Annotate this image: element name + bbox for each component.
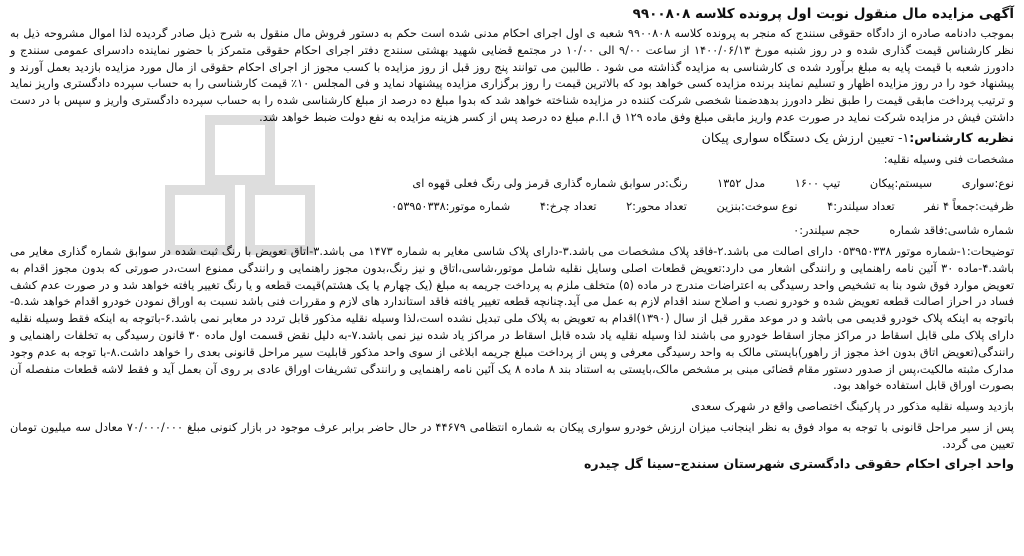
signature: واحد اجرای احکام حقوقی دادگستری شهرستان سنندج–سینا گل چیدره: [583, 455, 1014, 471]
visit-line: بازدید وسیله نقلیه مذکور در پارکینگ اختصاصی واقع در شهرک سعدی: [691, 400, 1014, 414]
intro-paragraph: بموجب دادنامه صادره از دادگاه حقوقی سنندج که منجر به پرونده کلاسه ۹۹۰۰۸۰۸ شعبه ی اول اجرای احکام مدنی شده است حکم به دستور فروش مال منقول به شرح ذیل صادر گردیده لذا اموال مشروحه ذیل به نظر کارشناس قیمت گذاری شده و در روز شنبه مورخ ۱۴۰۰/۰۶/۱۳ از ساعت ۹/۰۰ الی ۱۰/۰۰ در مجتمع قضایی شهید بهشتی سنندج دفتر اجرای احکام حقوقی متمرکز با حضور نماینده دادسرای عمومی سنندج و دادورز شعبه با قیمت پایه به مبلغ برآورد شده ی کارشناسی به مزایده گذاشته می شود . طالبین می توانند پنج روز قبل از روز مزایده با کسب مجوز از اجرای احکام حقوقی از مال مورد مزایده بازدید بعمل آورند و پیشنهاد خود را در روز مزایده اظهار و تسلیم نمایند برنده مزایده کسی خواهد بود که بالاترین قیمت را روز برگزاری مزایده پیشنهاد نماید و فی المجلس ۱۰٪ قیمت کارشناسی را به حساب سپرده دادگستری واریز نماید و ترتیب پرداخت مابقی قیمت را طبق نظر دادورز بدهدضمنا شخصی شرکت کننده در مزایده شناخته خواهد شد که بدوا مبلغ ده درصد از مبلغ کارشناسی شده را به حساب سپرده دادگستری واریز و سپس با در دست داشتن فیش در مزایده شرکت نماید در صورت عدم واریز مابقی مبلغ وفق ماده ۱۲۹ ق ا.ا.م مبلغ ده درصد پس از کسر هزینه مزایده به نفع دولت ضبط خواهد شد.: [10, 27, 1015, 124]
spec-color: رنگ:در سوابق شماره گذاری قرمز ولی رنگ فعلی قهوه ای: [412, 176, 688, 190]
spec-engine-number: شماره موتور:۰۵۳۹۵۰۳۳۸: [391, 200, 511, 214]
spec-wheels: تعداد چرخ:۴: [539, 200, 597, 214]
spec-row-3: [10, 223, 1014, 240]
spec-cylinder-volume: حجم سیلندر:۰: [793, 224, 860, 238]
spec-axles: تعداد محور:۲: [626, 200, 687, 214]
expert-opinion-heading: [10, 128, 1014, 148]
spec-cylinders: تعداد سیلندر:۴: [827, 200, 895, 214]
spec-type: نوع:سواری: [961, 176, 1014, 190]
expert-heading-label: نظریه کارشناس:: [909, 129, 1014, 145]
notes-paragraph: توضیحات:۱-شماره موتور ۰۵۳۹۵۰۳۳۸ دارای اصالت می باشد.۲-فاقد پلاک مشخصات می باشد.۳-دارای پلاک شاسی مغایر به شماره ۱۴۷۳ می باشد.۳-اتاق تعویض با رنگ ثبت شده در سوابق شماره گذاری مغایر می باشد.۴-ماده ۳۰ آئین نامه راهنمایی و رانندگی اشعار می دارد:تعویض قطعات اصلی وسایل نقلیه شامل موتور،شاسی،اتاق و نیز رنگ،بدون مجوز راهنمایی و رانندگی ممنوع است،در صورتی که بدون مجوز اقدام به تعویض موارد فوق شود بنا به تشخیص واحد رسیدگی به اعتراضات مندرج در ماده (۵) متخلف ملزم به پرداخت جریمه به مبلغ (یک چهارم یا یک هشتم)قیمت قطعه و یا رنگ تغییر یافته خواهد شد و در صورت عدم کشف فساد در احراز اصالت قطعه تعویض شده و خودرو نصب و اصلاح سند اقدام لازم به عمل می آید.چنانچه قطعه تغییر یافته فاقد استاندارد های لازم و مقررات فنی باشد نسبت به اوراق نمودن خودرو اقدام خواهد شد.۵-باتوجه به اینکه پلاک خودرو قدیمی می باشد و در موعد مقرر قبل از سال (۱۳۹۰)اقدام به تعویض به پلاک ملی تبدیل نشده است،لذا وسیله نقلیه مذکور قابل تردد در معابر نمی باشد.۶-باتوجه به اینکه فقط وسیله نقلیه دارای پلاک ملی قابل اسقاط در مراکز مجاز اسقاط خودرو می باشند لذا وسیله نقلیه یاد شده قابل اسقاط در مراکز یاد شده نیز نمی باشد.۷-به دلیل نقض قسمت اول ماده ۳۰ قانون رسیدگی به تخلفات راهنمایی و رانندگی(تعویض اتاق بدون اخذ مجوز از راهور)بایستی مالک به واحد رسیدگی معرفی و پس از پرداخت مبلغ جریمه ابلاغی از سوی واحد مذکور قابلیت سیر مراحل قانونی بعدی را خواهد داشت.۸-با توجه به عدم وجود مدارک مثبته مالکیت،پس از صدور دستور مقام قضائی مبنی بر مشخص مالک،بایستی به استناد بند ۸ ماده ۸ یک آئین نامه راهنمایی و رانندگی تشریفات اوراق عادی بر روی آن بعمل آید و فقط لاشه قطعات منفصله آن بصورت اوراق قابل استفاده خواهد بود.: [10, 244, 1014, 393]
specs-label: مشخصات فنی وسیله نقلیه:: [883, 152, 1014, 166]
expert-heading-rest: ۱- تعیین ارزش یک دستگاه سواری پیکان: [701, 129, 910, 145]
notice-title: آگهی مزایده مال منقول نوبت اول پرونده کلاسه ۹۹۰۰۸۰۸: [632, 6, 1014, 22]
spec-chassis: شماره شاسی:فاقد شماره: [889, 224, 1014, 238]
spec-system: سیستم:پیکان: [869, 176, 933, 190]
spec-fuel: نوع سوخت:بنزین: [716, 200, 798, 214]
spec-capacity: ظرفیت:جمعاً ۴ نفر: [924, 200, 1014, 214]
spec-row-1: [10, 176, 1014, 193]
spec-model: مدل ۱۳۵۲: [717, 176, 766, 190]
spec-tip: تیپ ۱۶۰۰: [794, 176, 841, 190]
spec-row-2: [10, 199, 1014, 216]
conclusion-paragraph: پس از سیر مراحل قانونی با توجه به مواد فوق به نظر اینجانب میزان ارزش خودرو سواری پیکان به شماره انتظامی ۴۴۶۷۹ در حال حاضر برابر عرف موجود در بازار کنونی مبلغ ۷۰/۰۰۰/۰۰۰ معادل سه میلیون تومان تعیین می گردد.: [10, 420, 1014, 451]
